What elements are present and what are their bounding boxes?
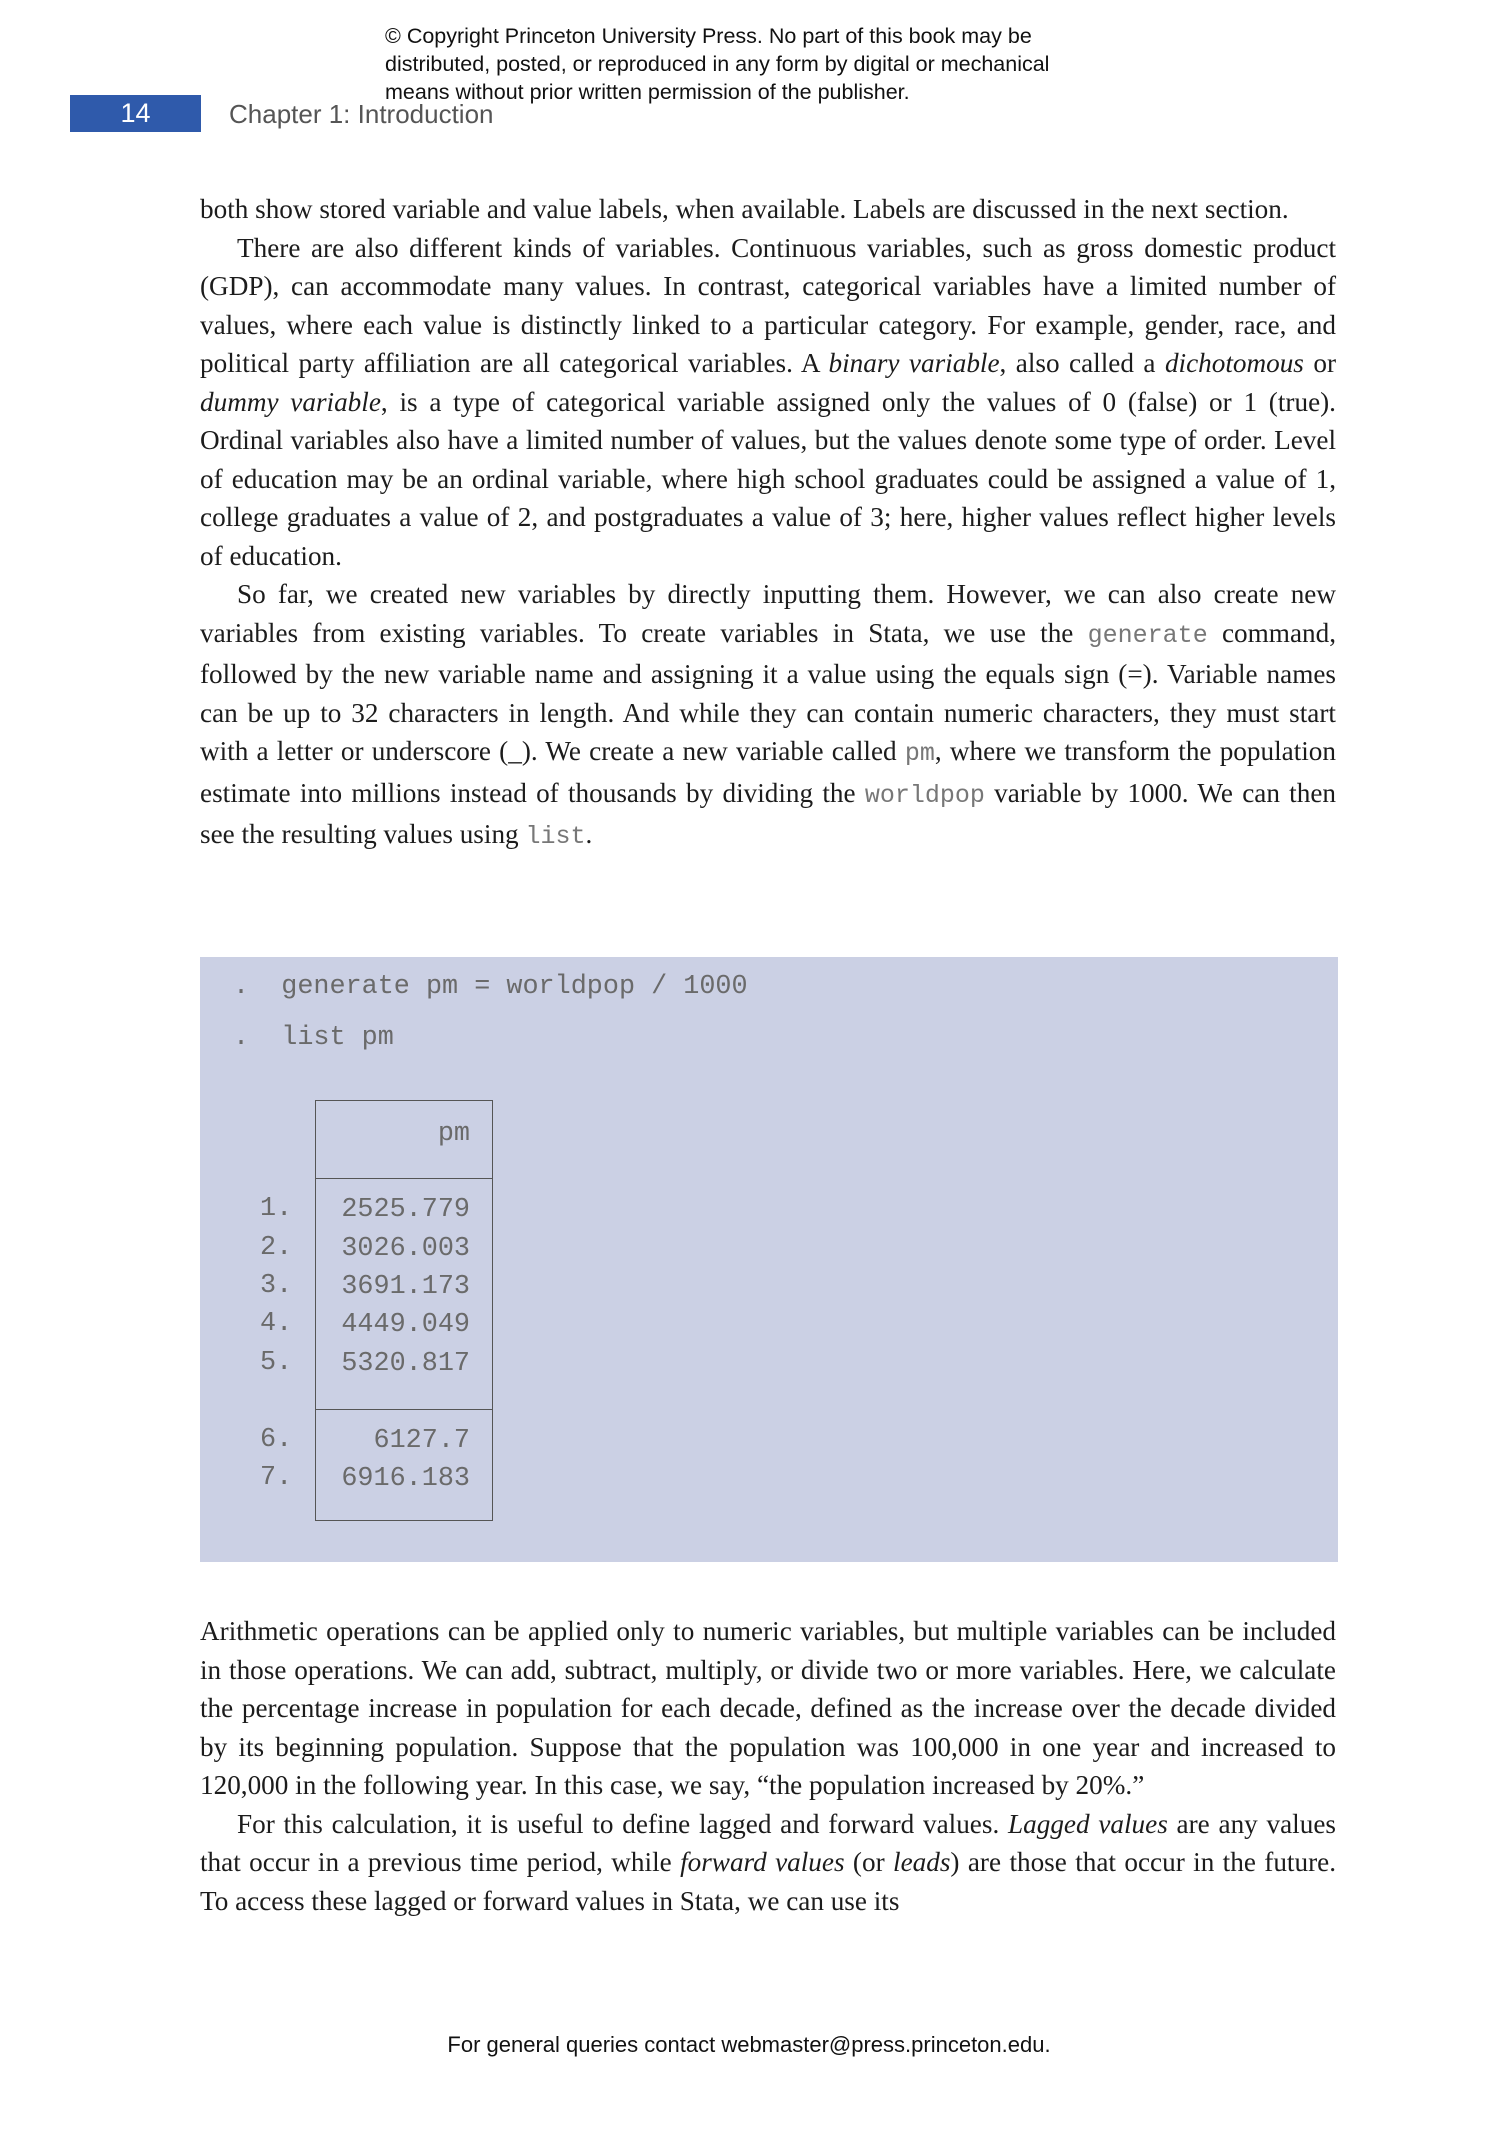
running-head: Chapter 1: Introduction <box>229 99 494 129</box>
term-lagged-values: Lagged values <box>1008 1808 1168 1839</box>
paragraph: both show stored variable and value labels, when available. Labels are discussed in the next section. <box>200 194 1289 224</box>
cell-value: 3691.173 <box>341 1272 470 1302</box>
inline-code-pm: pm <box>904 739 935 768</box>
group-divider <box>316 1409 492 1410</box>
paragraph-generate: So far, we created new variables by directly inputting them. However, we can also create new variables from existing variables. To create variables in Stata, we use the generate command, followed by the new variable name and assigning it a value using the equals sign (=). Variable names can be up to 32 characters in length. And while they can contain numeric characters, they must start with a letter or underscore (_). We create a new variable called pm, where we transform the population estimate into millions instead of thousands by dividing the worldpop variable by 1000. We can then see the resulting values using list. <box>200 579 1336 851</box>
copyright-line-1: © Copyright Princeton University Press. No part of this book may be <box>385 24 1032 48</box>
term-dummy-variable: dummy variable <box>200 386 381 417</box>
cell-value: 6916.183 <box>341 1464 470 1494</box>
term-binary-variable: binary variable <box>828 348 1000 378</box>
cell-value: 6127.7 <box>373 1426 470 1456</box>
row-label: 6. <box>260 1425 293 1455</box>
stata-code-block <box>200 957 1338 1562</box>
cell-value: 3026.003 <box>341 1234 470 1264</box>
cell-value: 5320.817 <box>341 1349 470 1379</box>
inline-code-worldpop: worldpop <box>864 780 985 810</box>
footer-contact <box>0 2032 1500 2058</box>
term-dichotomous: dichotomous <box>1164 348 1304 378</box>
row-label: 4. <box>260 1309 293 1339</box>
row-label: 7. <box>260 1463 293 1493</box>
row-label: 1. <box>260 1194 293 1224</box>
code-line-generate: . generate pm = worldpop / 1000 <box>233 972 748 1002</box>
term-leads: leads <box>893 1847 951 1877</box>
paragraph-lagged-values: For this calculation, it is useful to define lagged and forward values. Lagged values are any values that occur in a previous time period, while forward values (or leads) are those that occur in the future. To access these lagged or forward values in Stata, we can use its <box>200 1808 1336 1916</box>
inline-code-list: list <box>525 822 586 851</box>
body-text-before <box>200 190 1336 857</box>
paragraph-variable-kinds: There are also different kinds of variables. Continuous variables, such as gross domestic product (GDP), can accommodate many values. In contrast, categorical variables have a limited number of values, where each value is distinctly linked to a particular category. For example, gender, race, and political party affiliation are all categorical variables. A binary variable, also called a dichotomous or dummy variable, is a type of categorical variable assigned only the values of 0 (false) or 1 (true). Ordinal variables also have a limited number of values, but the values denote some type of order. Level of education may be an ordinal variable, where high school graduates could be assigned a value of 1, college graduates a value of 2, and postgraduates a value of 3; here, higher values reflect higher levels of education. <box>200 232 1336 571</box>
term-forward-values: forward values <box>680 1847 845 1877</box>
cell-value: 2525.779 <box>341 1195 470 1225</box>
page-number-badge: 14 <box>70 95 201 132</box>
row-label: 3. <box>260 1271 293 1301</box>
cell-value: 4449.049 <box>341 1310 470 1340</box>
body-text-after <box>200 1612 1336 1920</box>
row-label: 5. <box>260 1348 293 1378</box>
paragraph-arithmetic: Arithmetic operations can be applied only to numeric variables, but multiple variables can be included in those operations. We can add, subtract, multiply, or divide two or more variables. Here, we calculate the percentage increase in population for each decade, defined as the increase over the decade divided by its beginning population. Suppose that the population was 100,000 in one year and increased to 120,000 in the following year. In this case, we say, “the population increased by 20%.” <box>200 1616 1336 1800</box>
inline-code-generate: generate <box>1087 620 1208 650</box>
footer-text: For general queries contact webmaster@press.princeton.edu. <box>447 2032 1051 2057</box>
column-header-pm: pm <box>437 1119 470 1149</box>
header-divider <box>316 1178 492 1179</box>
copyright-line-3: means without prior written permission of the publisher. <box>385 80 910 104</box>
row-label: 2. <box>260 1233 293 1263</box>
code-line-list: . list pm <box>233 1023 394 1053</box>
list-output-table <box>315 1100 493 1521</box>
copyright-notice <box>385 22 1145 106</box>
copyright-line-2: distributed, posted, or reproduced in any form by digital or mechanical <box>385 52 1050 76</box>
